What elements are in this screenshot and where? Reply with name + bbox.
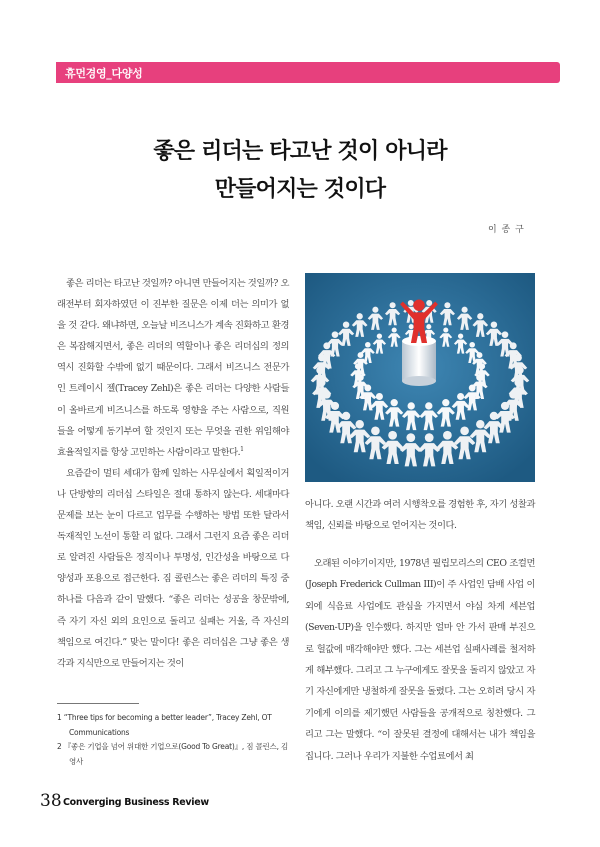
footnote-ref-1: 1	[240, 445, 244, 453]
right-column-bottom	[305, 553, 535, 767]
article-photo	[305, 273, 535, 482]
pedestal	[402, 336, 436, 386]
right-column-top	[305, 494, 535, 536]
section-tag: 휴먼경영_다양성	[65, 67, 143, 80]
section-banner	[56, 62, 560, 83]
page-number: 38	[40, 791, 62, 811]
magazine-name: Converging Business Review	[63, 797, 209, 808]
paragraph-text: 좋은 리더는 타고난 것일까? 아니면 만들어지는 것일까? 오래전부터 회자하였던 이 진부한 질문은 이제 더는 의미가 없을 것 같다. 왜냐하면, 오늘날 비즈니스가 계속 진화하고 환경은 복잡해지면서, 좋은 리더의 역할이나 좋은 리더십의 정의 역시 진화할 수밖에 없기 때문이다. 그래서 비즈니스 전문가인 트레이시 젤(Tracey Zehl)은 좋은 리더는 다양한 사람들이 올바르게 비즈니스를 하도록 영향을 주는 사람으로, 직원들을 어떻게 동기부여 할 것인지 또는 무엇을 권한 위임해야 효율적일지를 항상 고민하는 사람이라고 말한다.	[57, 278, 289, 458]
left-column	[57, 273, 289, 674]
footnote-1: 1 “Three tips for becoming a better leader”, Tracey Zehl, OT Communications	[57, 713, 272, 737]
title-line-2: 만들어지는 것이다	[214, 177, 386, 202]
footnotes	[57, 711, 292, 769]
body-paragraph: 오래된 이야기이지만, 1978년 필립모리스의 CEO 조컬먼(Joseph Frederick Cullman III)이 주 사업인 담배 사업 이외에 식음료 사업에도 관심을 가지면서 야심 차게 세븐업(Seven-UP)을 인수했다. 하지만 얼마 안 가서 판매 부진으로 헐값에 매각해야만 했다. 그는 세븐업 실패사례를 철저하게 해부했다. 그리고 그 누구에게도 잘못을 돌리지 않았고 자기 자신에게만 냉철하게 잘못을 돌렸다. 그는 오히려 당시 자기에게 이의를 제기했던 사람들을 공개적으로 칭찬했다. 그리고 그는 말했다. “이 잘못된 결정에 대해서는 내가 책임을 집니다. 그러나 우리가 지불한 수업료에서 최	[305, 558, 535, 762]
body-paragraph	[57, 273, 289, 463]
footnote-divider	[57, 703, 139, 704]
article-title	[40, 133, 560, 209]
title-line-1: 좋은 리더는 타고난 것이 아니라	[153, 139, 447, 164]
author-name: 이 종 구	[488, 225, 525, 235]
body-paragraph: 아니다. 오랜 시간과 여러 시행착오를 경험한 후, 자기 성찰과 책임, 신뢰를 바탕으로 얻어지는 것이다.	[305, 499, 535, 532]
body-paragraph: 요즘같이 멀티 세대가 함께 일하는 사무실에서 획일적이거나 단방향의 리더십 스타일은 절대 통하지 않는다. 세대마다 문제를 보는 눈이 다르고 업무를 수행하는 방법 또한 달라서 독재적인 노선이 통할 리 없다. 그래서 그런지 요즘 좋은 리더로 알려진 사람들은 정직이나 투명성, 인간성을 바탕으로 다양성과 포용으로 접근한다. 짐 콜린스는 좋은 리더의 특징 중 하나를 다음과 같이 말했다. “좋은 리더는 성공을 창문밖에, 즉 자기 자신 외의 요인으로 돌리고 실패는 거울, 즉 자신의 책임으로 여긴다.” 맞는 말이다! 좋은 리더십은 그냥 좋은 생각과 지식만으로 만들어지는 것이	[57, 467, 289, 669]
footnote-2: 2 『좋은 기업을 넘어 위대한 기업으로(Good To Great)』, 짐 콜린스, 김영사	[57, 742, 289, 766]
